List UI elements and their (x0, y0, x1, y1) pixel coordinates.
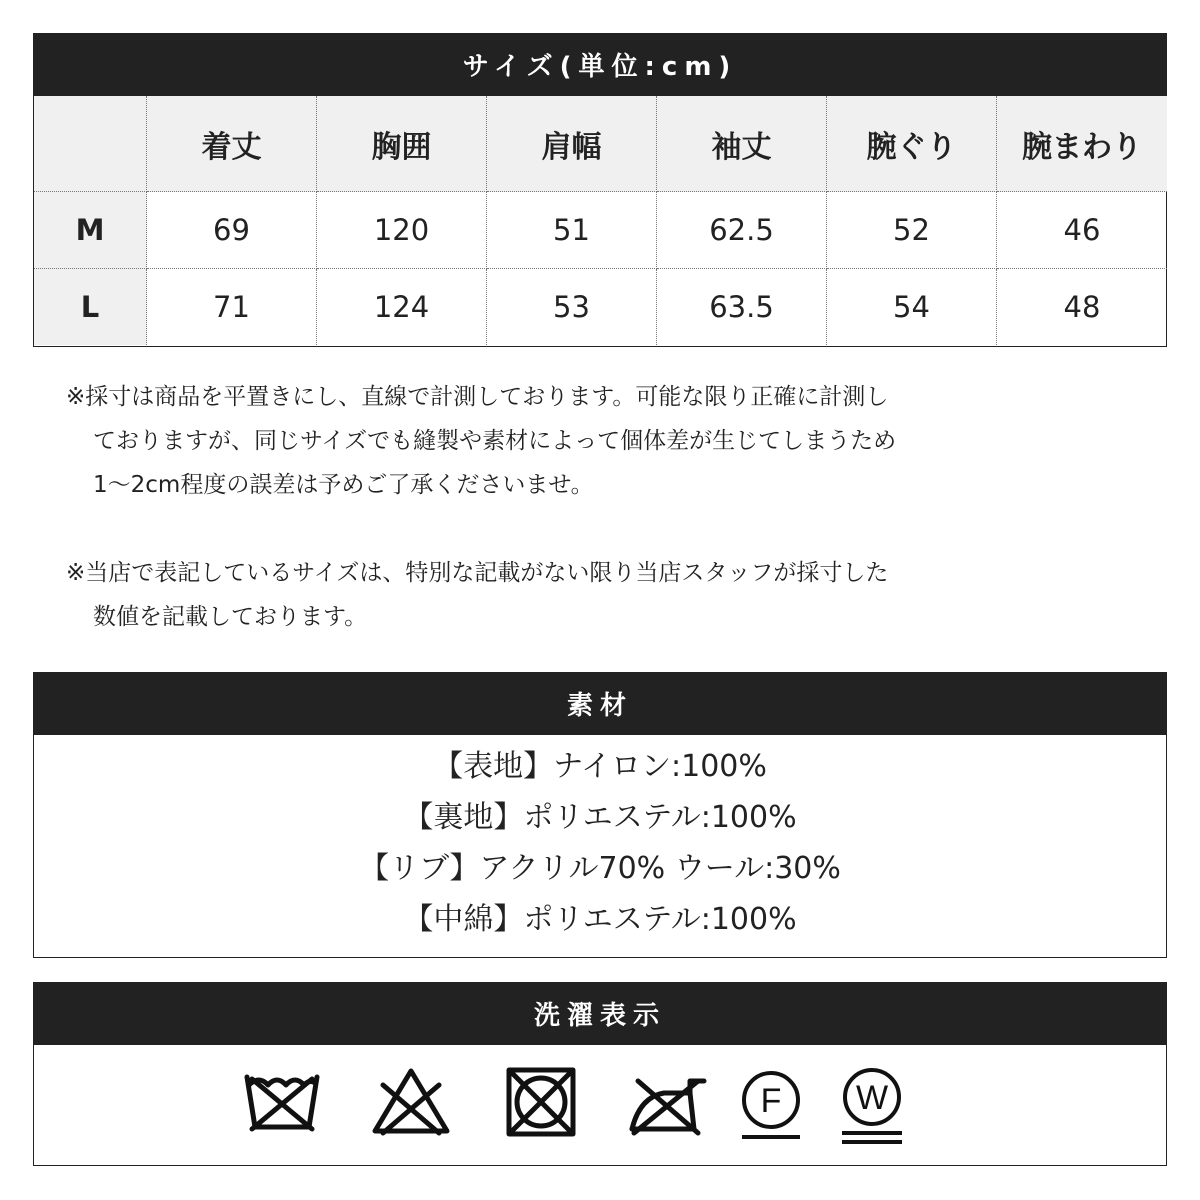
dry-clean-letter: F (760, 1082, 782, 1120)
note-line: ておりますが、同じサイズでも縫製や素材によって個体差が生じてしまうため (93, 428, 897, 454)
size-value-cell: 48 (1063, 290, 1101, 324)
size-column-header: 腕ぐり (827, 96, 997, 192)
wet-clean-w-icon (836, 1065, 908, 1147)
note-line: 数値を記載しております。 (93, 604, 368, 630)
size-table (33, 96, 1167, 347)
size-value-cell: 124 (317, 269, 487, 345)
no-washing-icon (242, 1067, 322, 1137)
note-line: ※当店で表記しているサイズは、特別な記載がない限り当店スタッフが採寸した (66, 560, 889, 586)
size-value-cell: 54 (827, 269, 997, 345)
note-line: 1〜2cm程度の誤差は予めご了承くださいませ。 (93, 472, 594, 498)
size-column-header: 着丈 (147, 96, 317, 192)
materials-box (33, 735, 1167, 958)
size-value-cell: 53 (487, 269, 657, 345)
care-box (33, 1045, 1167, 1166)
size-value-cell: 52 (827, 192, 997, 269)
size-value-cell: 71 (147, 269, 317, 345)
material-line: 【中綿】ポリエステル:100% (403, 902, 797, 937)
dry-clean-f-icon (736, 1067, 806, 1142)
materials-section-title: 素材 (566, 691, 633, 721)
size-value-cell: 46 (997, 192, 1167, 269)
note-line: ※採寸は商品を平置きにし、直線で計測しております。可能な限り正確に計測し (66, 384, 889, 410)
size-section-title: サイズ(単位:cm) (462, 52, 738, 82)
care-section-title: 洗濯表示 (533, 1001, 666, 1031)
size-row-label: L (34, 269, 147, 345)
size-value-cell: 69 (147, 192, 317, 269)
size-table-corner (34, 96, 147, 192)
size-value-cell: 51 (487, 192, 657, 269)
size-column-header: 胸囲 (317, 96, 487, 192)
size-column-header: 袖丈 (657, 96, 827, 192)
size-value-cell: 63.5 (657, 269, 827, 345)
size-value-cell: 120 (317, 192, 487, 269)
no-ironing-icon (624, 1067, 710, 1137)
material-line: 【裏地】ポリエステル:100% (403, 800, 797, 835)
material-line: 【リブ】アクリル70% ウール:30% (359, 851, 841, 886)
wet-clean-letter: W (855, 1079, 889, 1117)
size-row-label: M (34, 192, 147, 269)
size-column-header: 肩幅 (487, 96, 657, 192)
materials-section-header (33, 672, 1167, 735)
material-line: 【表地】ナイロン:100% (433, 749, 767, 784)
no-tumble-dry-icon (501, 1067, 581, 1137)
size-source-note (66, 551, 1066, 639)
size-column-header: 腕まわり (997, 96, 1167, 192)
size-value-cell: 62.5 (657, 192, 827, 269)
measurement-note (66, 375, 1066, 507)
care-section-header (33, 982, 1167, 1045)
size-section-header (33, 33, 1167, 96)
no-bleach-icon (371, 1067, 451, 1137)
